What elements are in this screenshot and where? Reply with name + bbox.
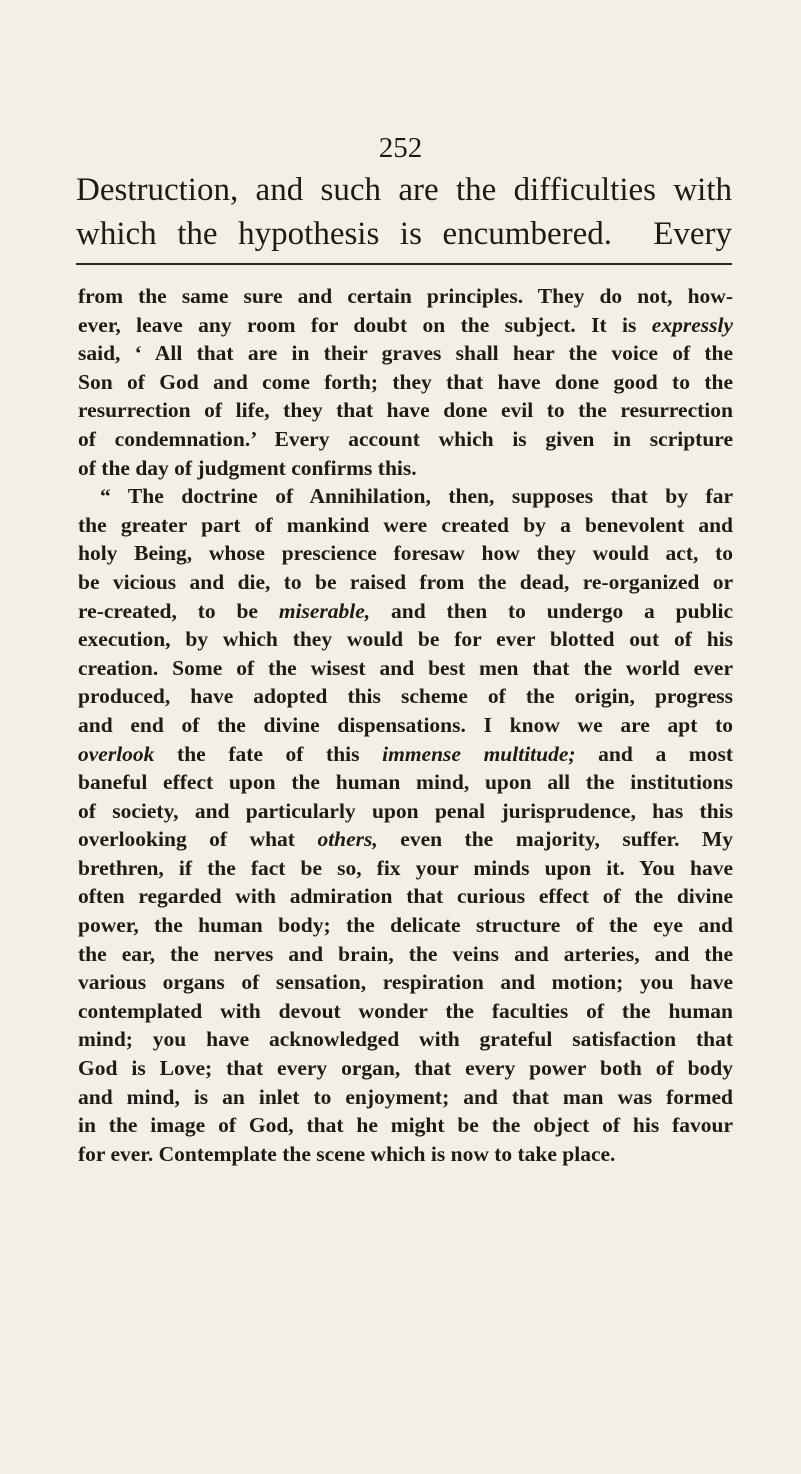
text-segment: baneful effect upon the human mind, upon all the institutions [78, 770, 733, 795]
text-segment: in the image of God, that he might be the object of his favour [78, 1113, 733, 1138]
main-text-line [76, 168, 732, 212]
footnote-line [78, 911, 733, 940]
text-segment: resurrection of life, they that have done evil to the resurrection [78, 398, 733, 423]
italic-text: others, [317, 827, 378, 852]
footnote-line [78, 882, 733, 911]
text-segment: from the same sure and certain principles. They do not, how- [78, 284, 733, 308]
footnote-line [78, 482, 733, 511]
text-segment: ever, leave any room for doubt on the subject. It is [78, 312, 652, 337]
footnote-line [78, 511, 733, 540]
footnote-line [78, 311, 733, 340]
text-segment: be vicious and die, to be raised from the dead, re-organized or [78, 569, 733, 594]
text-segment: said, ‘ All that are in their graves shall hear the voice of the [78, 341, 733, 366]
page-number: 252 [378, 132, 423, 164]
italic-text: immense multitude; [382, 741, 576, 766]
footnote-line [78, 997, 733, 1026]
footnote-line [78, 1054, 733, 1083]
text-segment: of condemnation.’ Every account which is given in scripture [78, 426, 733, 451]
footnote-line [78, 1083, 733, 1112]
text-segment: execution, by which they would be for ever blotted out of his [78, 627, 733, 652]
text-segment: God is Love; that every organ, that every power both of body [78, 1056, 733, 1081]
main-text-content: Destruction, and such are the difficulties with [76, 172, 732, 208]
footnote-line [78, 454, 733, 483]
text-segment: often regarded with admiration that curious effect of the divine [78, 884, 733, 909]
text-segment: the fate of this [154, 741, 383, 766]
text-segment: and mind, is an inlet to enjoyment; and that man was formed [78, 1084, 733, 1109]
footnote-line [78, 654, 733, 683]
footnote-line [78, 1111, 733, 1140]
footnote-line [78, 396, 733, 425]
footnote-line [78, 539, 733, 568]
footnote-line [78, 339, 733, 368]
text-segment: holy Being, whose prescience foresaw how they would act, to [78, 541, 733, 566]
text-segment: Son of God and come forth; they that have done good to the [78, 369, 733, 394]
text-segment: the ear, the nerves and brain, the veins and arteries, and the [78, 941, 733, 966]
text-segment: various organs of sensation, respiration and motion; you have [78, 970, 733, 995]
text-segment: creation. Some of the wisest and best men that the world ever [78, 655, 733, 680]
italic-text: expressly [651, 312, 733, 337]
text-segment: brethren, if the fact be so, fix your minds upon it. You have [78, 855, 733, 880]
text-segment: power, the human body; the delicate structure of the eye and [78, 913, 733, 938]
text-segment: the greater part of mankind were created by a benevolent and [78, 512, 733, 537]
footnote-line [78, 1025, 733, 1054]
footnote-line [78, 768, 733, 797]
text-segment: of the day of judgment confirms this. [78, 455, 417, 480]
footnote-line [78, 740, 733, 769]
footnote-line [78, 425, 733, 454]
footnote-line [78, 825, 733, 854]
main-text-line [76, 212, 732, 256]
footnote-line [78, 568, 733, 597]
text-segment: of society, and particularly upon penal jurisprudence, has this [78, 798, 733, 823]
text-segment: contemplated with devout wonder the faculties of the human [78, 998, 733, 1023]
text-segment: and end of the divine dispensations. I know we are apt to [78, 712, 733, 737]
footnote-divider [76, 263, 732, 265]
text-segment: and then to undergo a public [370, 598, 733, 623]
footnote-line [78, 1140, 733, 1169]
text-segment: mind; you have acknowledged with grateful satisfaction that [78, 1027, 733, 1052]
footnote-text [78, 282, 733, 1168]
text-segment: for ever. Contemplate the scene which is now to take place. [78, 1141, 616, 1166]
text-segment: even the majority, suffer. My [377, 827, 734, 852]
footnote-line [78, 797, 733, 826]
main-text-content: which the hypothesis is encumbered. Every [76, 216, 732, 252]
footnote-line [78, 711, 733, 740]
text-segment: “ The doctrine of Annihilation, then, supposes that by far [100, 484, 733, 509]
footnote-line [78, 940, 733, 969]
footnote-line [78, 282, 733, 311]
text-segment: overlooking of what [78, 827, 318, 852]
text-segment: produced, have adopted this scheme of the origin, progress [78, 684, 733, 709]
footnote-line [78, 597, 733, 626]
main-text [76, 168, 732, 256]
footnote-line [78, 625, 733, 654]
italic-text: overlook [78, 741, 155, 766]
footnote-line [78, 368, 733, 397]
footnote-line [78, 854, 733, 883]
footnote-line [78, 682, 733, 711]
text-segment: and a most [575, 741, 733, 766]
footnote-line [78, 968, 733, 997]
italic-text: miserable, [278, 598, 371, 623]
text-segment: re-created, to be [78, 598, 279, 623]
